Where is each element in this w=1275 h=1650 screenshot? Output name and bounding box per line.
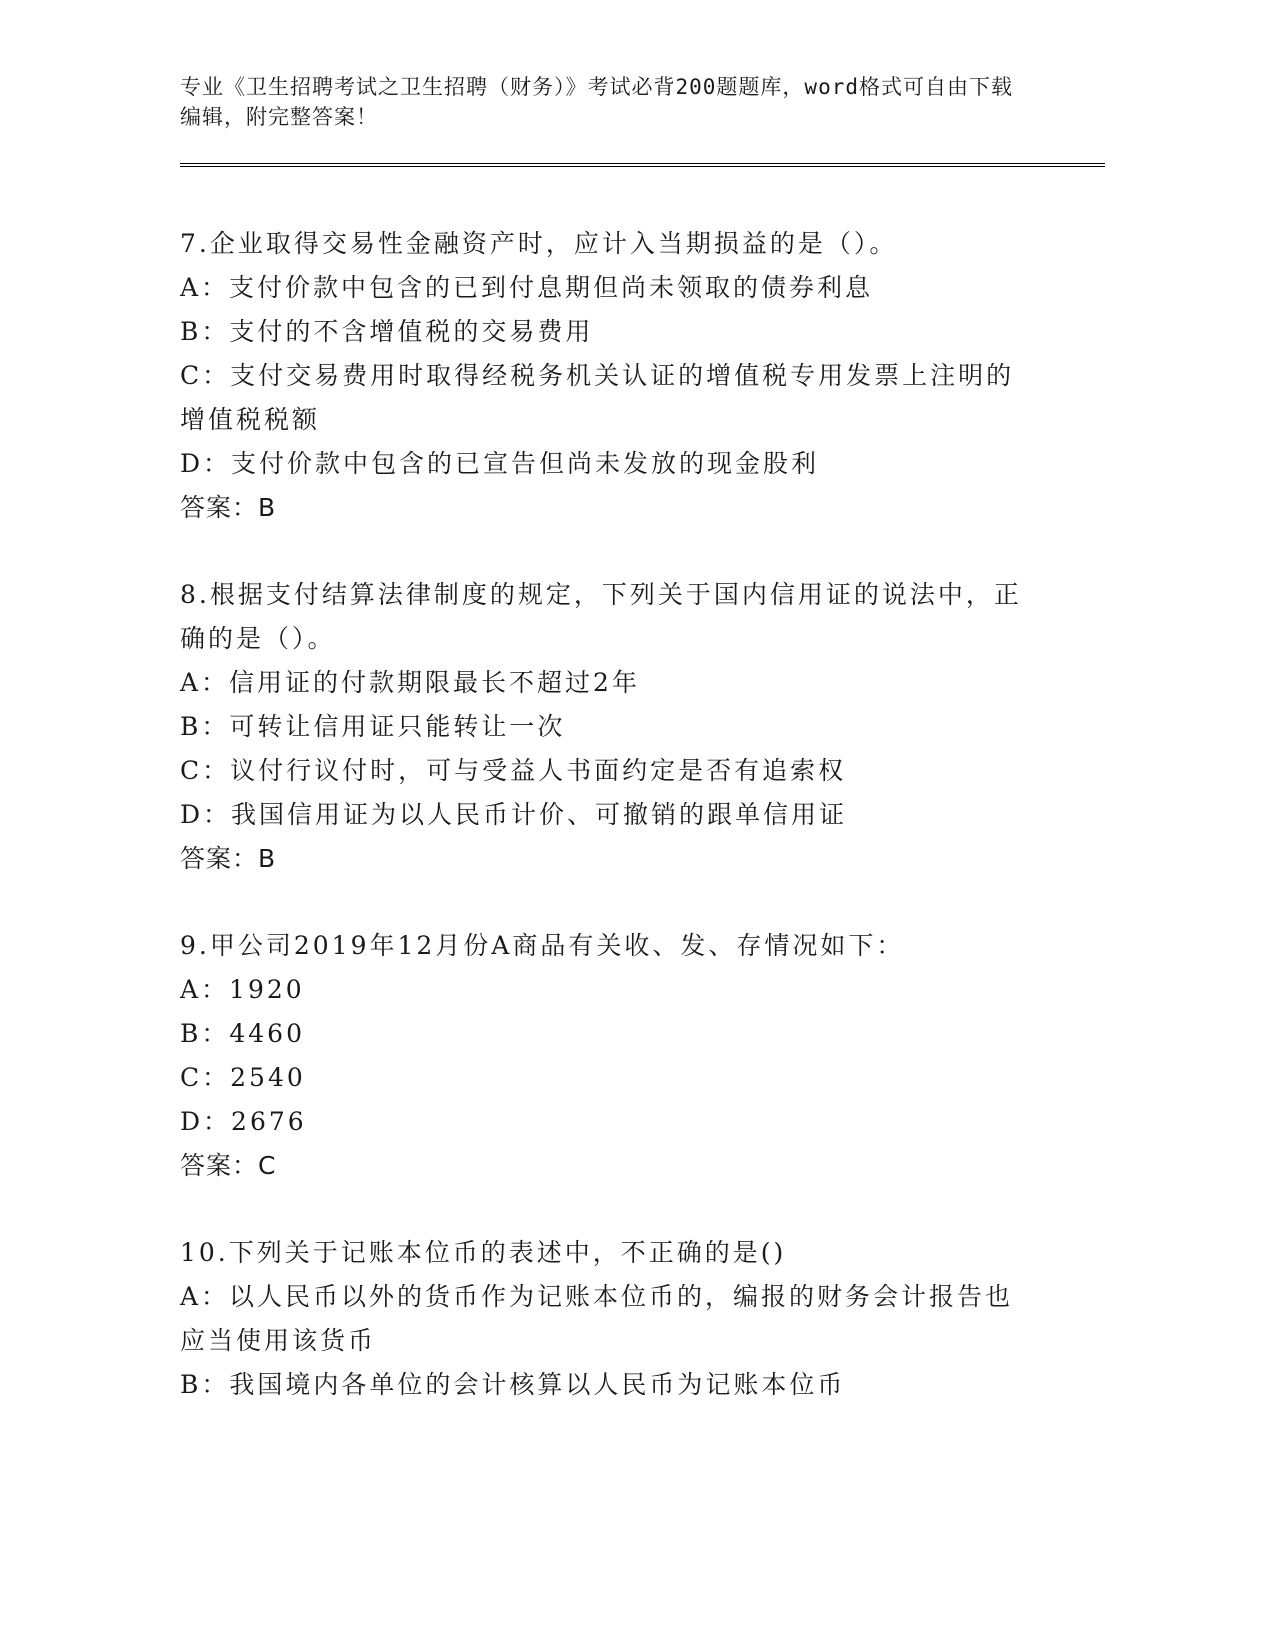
question-stem: 8.根据支付结算法律制度的规定，下列关于国内信用证的说法中，正确的是（）。 bbox=[180, 580, 1022, 653]
question-stem: 10.下列关于记账本位币的表述中，不正确的是() bbox=[180, 1238, 787, 1267]
option-a: A：支付价款中包含的已到付息期但尚未领取的债券利息 bbox=[180, 273, 874, 302]
option-b: B：我国境内各单位的会计核算以人民币为记账本位币 bbox=[180, 1370, 846, 1399]
option-b: B：可转让信用证只能转让一次 bbox=[180, 712, 566, 741]
question-7 bbox=[180, 222, 1105, 530]
option-b: B：4460 bbox=[180, 1019, 305, 1048]
option-d: D：我国信用证为以人民币计价、可撤销的跟单信用证 bbox=[180, 800, 848, 829]
answer-line: 答案：B bbox=[180, 844, 277, 873]
option-d: D：支付价款中包含的已宣告但尚未发放的现金股利 bbox=[180, 449, 820, 478]
option-b: B：支付的不含增值税的交易费用 bbox=[180, 317, 594, 346]
option-c: C：议付行议付时，可与受益人书面约定是否有追索权 bbox=[180, 756, 847, 785]
question-8 bbox=[180, 573, 1105, 881]
question-stem: 9.甲公司2019年12月份A商品有关收、发、存情况如下： bbox=[180, 931, 905, 960]
header-divider bbox=[180, 163, 1105, 167]
option-c: C：2540 bbox=[180, 1063, 306, 1092]
question-list bbox=[180, 222, 1105, 1407]
option-c: C：支付交易费用时取得经税务机关认证的增值税专用发票上注明的增值税税额 bbox=[180, 361, 1015, 434]
document-page bbox=[180, 72, 1105, 1450]
option-a: A：信用证的付款期限最长不超过2年 bbox=[180, 668, 640, 697]
answer-line: 答案：B bbox=[180, 493, 277, 522]
answer-line: 答案：C bbox=[180, 1151, 277, 1180]
question-10 bbox=[180, 1231, 1105, 1407]
option-d: D：2676 bbox=[180, 1107, 307, 1136]
document-header: 专业《卫生招聘考试之卫生招聘（财务）》考试必背200题题库，word格式可自由下载编辑，附完整答案！ bbox=[180, 75, 1013, 129]
question-9 bbox=[180, 924, 1105, 1188]
option-a: A：1920 bbox=[180, 975, 305, 1004]
option-a: A：以人民币以外的货币作为记账本位币的，编报的财务会计报告也应当使用该货币 bbox=[180, 1282, 1014, 1355]
question-stem: 7.企业取得交易性金融资产时，应计入当期损益的是（）。 bbox=[180, 229, 898, 258]
